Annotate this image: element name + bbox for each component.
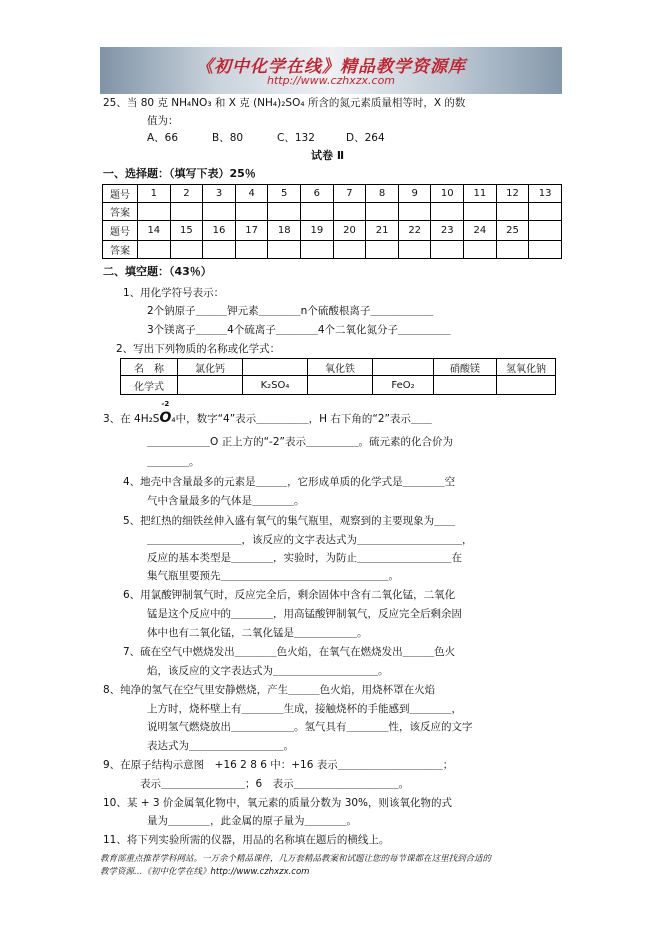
answer-row-2 <box>103 241 562 259</box>
answer-cell[interactable] <box>431 203 464 221</box>
answer-cell[interactable] <box>529 241 562 259</box>
answer-cell[interactable] <box>268 241 301 259</box>
answer-cell[interactable] <box>333 203 366 221</box>
question-number <box>529 221 562 241</box>
answer-cell[interactable] <box>496 241 529 259</box>
q8-line2: 上方时，烧杯壁上有＿＿＿＿生成，接触烧杯的手能感到＿＿＿＿， <box>147 703 462 715</box>
question-number: 15 <box>170 221 203 241</box>
answer-cell[interactable] <box>203 203 236 221</box>
q7-line2: 焰，该反应的文字表达式为＿＿＿＿＿＿＿＿＿＿。 <box>147 665 389 677</box>
question-number: 13 <box>529 185 562 203</box>
q25-option-b: B、80 <box>212 132 244 144</box>
q8-line4: 表达式为＿＿＿＿＿＿＿＿＿。 <box>147 740 294 752</box>
question-number: 2 <box>170 185 203 203</box>
formula-cell: K₂SO₄ <box>243 376 308 395</box>
name-cell[interactable] <box>243 359 308 376</box>
answer-cell[interactable] <box>170 203 203 221</box>
question-number: 10 <box>431 185 464 203</box>
q5-line3: 反应的基本类型是＿＿＿＿，实验时，为防止＿＿＿＿＿＿＿＿＿在 <box>147 552 462 564</box>
footer <box>100 853 562 879</box>
q25-option-c: C、132 <box>277 132 315 144</box>
q3-line1b: ₄中，数字“4”表示＿＿＿＿＿，H 右下角的“2”表示＿＿ <box>171 413 432 425</box>
oxygen-symbol: -2 O <box>159 400 172 426</box>
charge-label: -2 <box>161 400 170 408</box>
name-cell: 氧化铁 <box>308 359 373 376</box>
question-number: 16 <box>203 221 236 241</box>
question-number: 7 <box>333 185 366 203</box>
q9-line2: 表示＿＿＿＿＿＿＿＿；6 表示＿＿＿＿＿＿＿＿＿＿。 <box>140 778 410 790</box>
q10-line1: 10、某 + 3 价金属氧化物中，氧元素的质量分数为 30%，则该氧化物的式 <box>103 797 453 809</box>
question-number: 19 <box>301 221 334 241</box>
question-number: 5 <box>268 185 301 203</box>
q6-line1: 6、用氯酸钾制氧气时，反应完全后，剩余固体中含有二氧化锰，二氧化 <box>123 589 456 601</box>
q3-line2: ＿＿＿＿＿＿O 正上方的“-2”表示＿＿＿＿＿。硫元素的化合价为 <box>147 436 453 448</box>
q3-line3: ＿＿＿＿。 <box>147 456 200 468</box>
formula-cell[interactable] <box>308 376 373 395</box>
q6-line3: 体中也有二氧化锰，二氧化锰是＿＿＿＿＿＿。 <box>147 627 368 639</box>
section2-title: 二、填空题：（43％） <box>103 265 212 278</box>
q2-name-row <box>121 359 556 376</box>
header-url: http://www.czhxzx.com <box>266 74 396 87</box>
q8-line1: 8、纯净的氢气在空气里安静燃烧，产生＿＿＿色火焰，用烧杯罩在火焰 <box>103 684 436 696</box>
name-cell: 硝酸镁 <box>434 359 497 376</box>
question-number: 3 <box>203 185 236 203</box>
q4-line1: 4、地壳中含量最多的元素是＿＿＿，它形成单质的化学式是＿＿＿＿空 <box>123 476 456 488</box>
answer-cell[interactable] <box>496 203 529 221</box>
answer-cell[interactable] <box>170 241 203 259</box>
question-number: 20 <box>333 221 366 241</box>
formula-cell: FeO₂ <box>373 376 434 395</box>
q25-line2: 值为： <box>147 115 179 127</box>
answer-cell[interactable] <box>464 203 497 221</box>
q1-line2: 2个钠原子＿＿＿钾元素＿＿＿＿n个硫酸根离子＿＿＿＿＿＿ <box>147 305 434 317</box>
formula-cell[interactable] <box>178 376 243 395</box>
question-number: 9 <box>398 185 431 203</box>
question-number: 8 <box>366 185 399 203</box>
part2-title: 试卷 Ⅱ <box>311 149 345 162</box>
answer-cell[interactable] <box>235 241 268 259</box>
answer-cell[interactable] <box>333 241 366 259</box>
table-label: 答案 <box>103 203 138 221</box>
answer-cell[interactable] <box>431 241 464 259</box>
q9-line1: 9、在原子结构示意图 +16 2 8 6 中：+16 表示＿＿＿＿＿＿＿＿＿＿； <box>103 759 454 771</box>
question-number: 11 <box>464 185 497 203</box>
q5-line1: 5、把红热的细铁丝伸入盛有氧气的集气瓶里，观察到的主要现象为＿＿ <box>123 515 456 527</box>
formula-label: 化学式 <box>121 376 178 395</box>
answer-table-header-row-2 <box>103 221 562 241</box>
answer-cell[interactable] <box>138 203 171 221</box>
name-cell: 氢氧化钠 <box>497 359 556 376</box>
q1-line3: 3个镁离子＿＿＿4个硫离子＿＿＿＿4个二氧化氮分子＿＿＿＿＿ <box>147 324 451 336</box>
section1-title: 一、选择题：（填写下表）25％ <box>103 167 256 180</box>
answer-cell[interactable] <box>138 241 171 259</box>
question-number: 17 <box>235 221 268 241</box>
question-number: 4 <box>235 185 268 203</box>
answer-cell[interactable] <box>203 241 236 259</box>
table-label: 题号 <box>103 185 138 203</box>
answer-cell[interactable] <box>366 203 399 221</box>
question-number: 23 <box>431 221 464 241</box>
question-number: 24 <box>464 221 497 241</box>
answer-cell[interactable] <box>301 241 334 259</box>
question-number: 22 <box>398 221 431 241</box>
header-banner <box>100 47 562 94</box>
q3-line1 <box>103 400 432 426</box>
table-label: 答案 <box>103 241 138 259</box>
q2-formula-row <box>121 376 556 395</box>
formula-cell[interactable] <box>434 376 497 395</box>
answer-cell[interactable] <box>235 203 268 221</box>
footer-line1: 教育部重点推荐学科网站。一万余个精品课件，几万套精品教案和试题让您的每节课都在这里找到合适的 <box>100 854 492 864</box>
answer-cell[interactable] <box>301 203 334 221</box>
q25-option-a: A、66 <box>147 132 179 144</box>
q5-line2: ＿＿＿＿＿＿＿＿＿，该反应的文字表达式为＿＿＿＿＿＿＿＿＿＿， <box>147 534 473 546</box>
answer-cell[interactable] <box>398 241 431 259</box>
q2-table <box>120 358 556 395</box>
answer-cell[interactable] <box>366 241 399 259</box>
name-label: 名 称 <box>121 359 178 376</box>
q8-line3: 说明氢气燃烧放出＿＿＿＿＿＿。氢气具有＿＿＿＿性，该反应的文字 <box>147 721 473 733</box>
name-cell[interactable] <box>373 359 434 376</box>
q1-line1: 1、用化学符号表示： <box>123 287 225 299</box>
q5-line4: 集气瓶里要预先＿＿＿＿＿＿＿＿＿＿＿＿＿＿＿＿。 <box>147 570 399 582</box>
answer-row-1 <box>103 203 562 221</box>
q6-line2: 锰是这个反应中的＿＿＿＿，用高锰酸钾制氧气，反应完全后剩余固 <box>147 608 462 620</box>
question-number: 6 <box>301 185 334 203</box>
question-number: 18 <box>268 221 301 241</box>
q25-option-d: D、264 <box>346 132 385 144</box>
q7-line1: 7、硫在空气中燃烧发出＿＿＿＿色火焰，在氧气在燃烧发出＿＿＿色火 <box>123 646 456 658</box>
question-number: 1 <box>138 185 171 203</box>
answer-cell[interactable] <box>398 203 431 221</box>
q10-line2: 量为＿＿＿＿，此金属的原子量为＿＿＿＿。 <box>147 815 357 827</box>
answer-table-header-row-1 <box>103 185 562 203</box>
table-label: 题号 <box>103 221 138 241</box>
question-number: 21 <box>366 221 399 241</box>
q2-line1: 2、写出下列物质的名称或化学式： <box>116 343 281 355</box>
q11-line1: 11、将下列实验所需的仪器，用品的名称填在题后的横线上。 <box>103 834 390 846</box>
q4-line2: 气中含量最多的气体是＿＿＿＿。 <box>147 495 305 507</box>
answer-cell[interactable] <box>268 203 301 221</box>
q3-line1a: 3、在 4H₂S <box>103 413 160 425</box>
answer-cell[interactable] <box>464 241 497 259</box>
answer-table <box>102 184 562 259</box>
footer-line2: 教学资源…《初中化学在线》http://www.czhxzx.com <box>100 867 310 877</box>
question-number: 14 <box>138 221 171 241</box>
q25-line1: 25、当 80 克 NH₄NO₃ 和 X 克 (NH₄)₂SO₄ 所含的氮元素质量相等时，X 的数 <box>103 97 466 109</box>
question-number: 12 <box>496 185 529 203</box>
name-cell: 氯化钙 <box>178 359 243 376</box>
question-number: 25 <box>496 221 529 241</box>
answer-cell[interactable] <box>529 203 562 221</box>
header-title: 《初中化学在线》精品教学资源库 <box>196 57 466 77</box>
formula-cell[interactable] <box>497 376 556 395</box>
